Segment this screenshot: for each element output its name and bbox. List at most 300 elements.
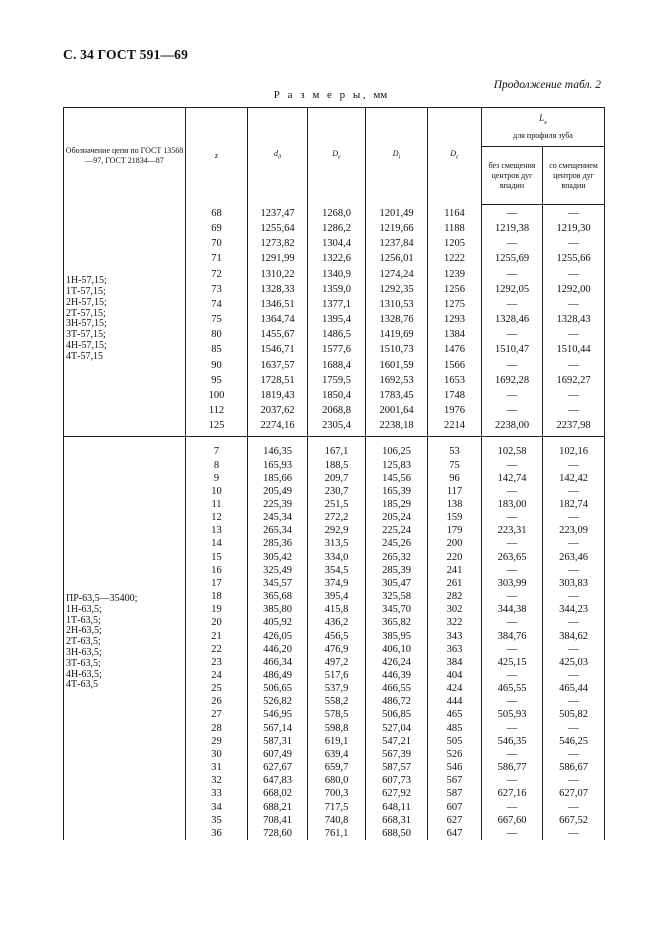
cell-lx-no-shift: — (482, 748, 543, 761)
cell-de: 517,6 (308, 669, 366, 682)
cell-di: 106,25 (366, 443, 428, 458)
cell-dc: 1239 (428, 266, 482, 281)
cell-dc: 1566 (428, 357, 482, 372)
cell-lx-with-shift: — (543, 643, 605, 656)
cell-dd: 165,93 (248, 459, 308, 472)
designation-line: 2Н-63,5; (66, 625, 102, 637)
header-z (186, 108, 248, 205)
cell-dd: 305,42 (248, 551, 308, 564)
cell-z: 112 (186, 402, 248, 417)
header-designation: Обозначение цепи по ГОСТ 13568—97, ГОСТ 21834—87 (64, 108, 186, 205)
cell-z: 21 (186, 630, 248, 643)
cell-de: 436,2 (308, 616, 366, 629)
designation-line: 2Т-57,15; (66, 307, 106, 319)
cell-z: 73 (186, 281, 248, 296)
cell-dc: 1275 (428, 296, 482, 311)
cell-di: 205,24 (366, 511, 428, 524)
cell-dc: 75 (428, 459, 482, 472)
cell-de: 209,7 (308, 472, 366, 485)
cell-lx-no-shift: — (482, 387, 543, 402)
cell-dd: 1546,71 (248, 341, 308, 356)
cell-de: 619,1 (308, 735, 366, 748)
cell-di: 185,29 (366, 498, 428, 511)
cell-z: 12 (186, 511, 248, 524)
cell-di: 2001,64 (366, 402, 428, 417)
header-di-sub: i (398, 155, 401, 162)
cell-dc: 1256 (428, 281, 482, 296)
cell-lx-with-shift: 1219,30 (543, 220, 605, 235)
table-header (64, 108, 605, 205)
cell-z: 74 (186, 296, 248, 311)
cell-lx-with-shift: — (543, 722, 605, 735)
cell-de: 700,3 (308, 787, 366, 800)
designation-line: 1Н-57,15; (66, 275, 107, 287)
cell-lx-no-shift: 1219,38 (482, 220, 543, 235)
cell-z: 17 (186, 577, 248, 590)
chain-group-57 (64, 205, 605, 437)
cell-lx-with-shift: — (543, 511, 605, 524)
cell-di: 1310,53 (366, 296, 428, 311)
cell-z: 31 (186, 761, 248, 774)
cell-z: 13 (186, 524, 248, 537)
cell-dc: 567 (428, 774, 482, 787)
cell-dd: 1637,57 (248, 357, 308, 372)
cell-dc: 1748 (428, 387, 482, 402)
cell-dd: 285,36 (248, 537, 308, 550)
cell-dd: 506,65 (248, 682, 308, 695)
cell-dd: 587,31 (248, 735, 308, 748)
cell-lx-no-shift: — (482, 774, 543, 787)
cell-dd: 426,05 (248, 630, 308, 643)
cell-z: 35 (186, 814, 248, 827)
cell-z: 70 (186, 235, 248, 250)
cell-lx-with-shift: 182,74 (543, 498, 605, 511)
cell-dd: 688,21 (248, 801, 308, 814)
cell-di: 1274,24 (366, 266, 428, 281)
table-row (64, 443, 605, 458)
cell-dc: 404 (428, 669, 482, 682)
cell-z: 14 (186, 537, 248, 550)
header-lx-symbol (482, 113, 604, 128)
cell-lx-no-shift: 303,99 (482, 577, 543, 590)
designation-line: 4Т-63,5 (66, 679, 98, 691)
cell-de: 167,1 (308, 443, 366, 458)
cell-lx-with-shift: — (543, 235, 605, 250)
cell-z: 125 (186, 417, 248, 432)
header-de (308, 108, 366, 205)
header-dc-sub: с (456, 155, 459, 162)
cell-dc: 1164 (428, 205, 482, 221)
cell-lx-with-shift: 627,07 (543, 787, 605, 800)
cell-dc: 465 (428, 708, 482, 721)
designation-line: 4Н-63,5; (66, 668, 102, 680)
cell-lx-with-shift: 1328,43 (543, 311, 605, 326)
cell-de: 354,5 (308, 564, 366, 577)
cell-de: 1486,5 (308, 326, 366, 341)
cell-lx-no-shift: — (482, 590, 543, 603)
cell-lx-no-shift: 1692,28 (482, 372, 543, 387)
cell-lx-no-shift: — (482, 616, 543, 629)
designation-line: 3Н-63,5; (66, 647, 102, 659)
cell-lx-no-shift: 223,31 (482, 524, 543, 537)
cell-dd: 265,34 (248, 524, 308, 537)
cell-dd: 668,02 (248, 787, 308, 800)
cell-lx-with-shift: — (543, 590, 605, 603)
cell-dd: 2037,62 (248, 402, 308, 417)
cell-di: 627,92 (366, 787, 428, 800)
cell-dc: 485 (428, 722, 482, 735)
cell-lx-no-shift: 2238,00 (482, 417, 543, 432)
cell-z: 24 (186, 669, 248, 682)
cell-z: 95 (186, 372, 248, 387)
cell-lx-no-shift: 142,74 (482, 472, 543, 485)
cell-lx-no-shift: — (482, 827, 543, 840)
cell-z: 23 (186, 656, 248, 669)
dimensions-unit: мм (373, 89, 388, 101)
cell-lx-with-shift: 1292,00 (543, 281, 605, 296)
cell-lx-with-shift: — (543, 296, 605, 311)
cell-dd: 1291,99 (248, 250, 308, 265)
cell-z: 72 (186, 266, 248, 281)
cell-lx-no-shift: 505,93 (482, 708, 543, 721)
cell-dc: 1476 (428, 341, 482, 356)
cell-di: 486,72 (366, 695, 428, 708)
cell-dc: 1653 (428, 372, 482, 387)
cell-di: 1692,53 (366, 372, 428, 387)
cell-lx-no-shift: — (482, 801, 543, 814)
cell-dc: 138 (428, 498, 482, 511)
cell-dc: 117 (428, 485, 482, 498)
cell-dd: 1455,67 (248, 326, 308, 341)
cell-lx-no-shift: — (482, 402, 543, 417)
header-de-sub: е (338, 155, 341, 162)
cell-dd: 405,92 (248, 616, 308, 629)
cell-de: 1286,2 (308, 220, 366, 235)
cell-z: 36 (186, 827, 248, 840)
cell-lx-with-shift: — (543, 564, 605, 577)
cell-dc: 179 (428, 524, 482, 537)
cell-z: 20 (186, 616, 248, 629)
cell-lx-no-shift: — (482, 537, 543, 550)
header-z-label: z (214, 151, 219, 161)
cell-dd: 567,14 (248, 722, 308, 735)
cell-dc: 2214 (428, 417, 482, 432)
chain-designation (64, 443, 186, 840)
cell-lx-no-shift: — (482, 296, 543, 311)
cell-de: 1577,6 (308, 341, 366, 356)
cell-z: 26 (186, 695, 248, 708)
cell-lx-no-shift: — (482, 564, 543, 577)
header-dd (248, 108, 308, 205)
cell-dc: 424 (428, 682, 482, 695)
cell-di: 1219,66 (366, 220, 428, 235)
header-de-label: D (332, 149, 339, 159)
cell-dc: 587 (428, 787, 482, 800)
cell-di: 365,82 (366, 616, 428, 629)
cell-dc: 302 (428, 603, 482, 616)
cell-dc: 200 (428, 537, 482, 550)
cell-di: 567,39 (366, 748, 428, 761)
header-dd-label: d (273, 149, 278, 159)
cell-lx-with-shift: — (543, 669, 605, 682)
cell-lx-no-shift: — (482, 326, 543, 341)
cell-lx-with-shift: — (543, 695, 605, 708)
cell-de: 251,5 (308, 498, 366, 511)
cell-lx-with-shift: 1255,66 (543, 250, 605, 265)
cell-di: 1201,49 (366, 205, 428, 221)
cell-lx-no-shift: 1292,05 (482, 281, 543, 296)
designation-line: 4Н-57,15; (66, 340, 107, 352)
cell-de: 537,9 (308, 682, 366, 695)
cell-de: 558,2 (308, 695, 366, 708)
header-dd-sub: д (277, 155, 282, 162)
cell-dc: 444 (428, 695, 482, 708)
cell-dc: 627 (428, 814, 482, 827)
cell-dd: 365,68 (248, 590, 308, 603)
cell-di: 305,47 (366, 577, 428, 590)
cell-de: 1359,0 (308, 281, 366, 296)
cell-lx-with-shift: 586,67 (543, 761, 605, 774)
cell-dd: 1273,82 (248, 235, 308, 250)
cell-dd: 225,39 (248, 498, 308, 511)
cell-dd: 728,60 (248, 827, 308, 840)
cell-dd: 185,66 (248, 472, 308, 485)
cell-lx-with-shift: 667,52 (543, 814, 605, 827)
cell-lx-with-shift: 1510,44 (543, 341, 605, 356)
cell-dd: 345,57 (248, 577, 308, 590)
cell-dd: 385,80 (248, 603, 308, 616)
cell-de: 578,5 (308, 708, 366, 721)
cell-de: 1268,0 (308, 205, 366, 221)
cell-lx-with-shift: — (543, 485, 605, 498)
cell-z: 9 (186, 472, 248, 485)
cell-lx-no-shift: — (482, 695, 543, 708)
cell-lx-with-shift: 546,25 (543, 735, 605, 748)
cell-dd: 1346,51 (248, 296, 308, 311)
cell-lx-with-shift: 384,62 (543, 630, 605, 643)
cell-lx-no-shift: 465,55 (482, 682, 543, 695)
cell-z: 71 (186, 250, 248, 265)
cell-z: 32 (186, 774, 248, 787)
page-header: С. 34 ГОСТ 591—69 (63, 47, 189, 62)
cell-lx-with-shift: — (543, 266, 605, 281)
cell-di: 607,73 (366, 774, 428, 787)
cell-di: 1292,35 (366, 281, 428, 296)
designation-line: 4Т-57,15 (66, 350, 103, 362)
cell-de: 717,5 (308, 801, 366, 814)
cell-z: 75 (186, 311, 248, 326)
cell-di: 446,39 (366, 669, 428, 682)
cell-dd: 526,82 (248, 695, 308, 708)
cell-di: 385,95 (366, 630, 428, 643)
cell-lx-no-shift: 102,58 (482, 443, 543, 458)
cell-lx-no-shift: — (482, 669, 543, 682)
cell-de: 1322,6 (308, 250, 366, 265)
cell-di: 165,39 (366, 485, 428, 498)
cell-di: 426,24 (366, 656, 428, 669)
cell-dc: 241 (428, 564, 482, 577)
cell-lx-no-shift: 586,77 (482, 761, 543, 774)
header-with-shift: со смещением центров дуг впадин (543, 147, 605, 205)
cell-dd: 1310,22 (248, 266, 308, 281)
cell-di: 1783,45 (366, 387, 428, 402)
cell-dd: 1328,33 (248, 281, 308, 296)
designation-line: 2Т-63,5; (66, 636, 101, 648)
cell-de: 1850,4 (308, 387, 366, 402)
cell-di: 1237,84 (366, 235, 428, 250)
cell-lx-no-shift: — (482, 459, 543, 472)
cell-de: 395,4 (308, 590, 366, 603)
cell-dc: 1384 (428, 326, 482, 341)
designation-line: 3Т-63,5; (66, 657, 101, 669)
designation-line: 1Н-63,5; (66, 603, 102, 615)
cell-di: 1510,73 (366, 341, 428, 356)
cell-di: 1328,76 (366, 311, 428, 326)
header-di-label: D (392, 149, 399, 159)
cell-z: 33 (186, 787, 248, 800)
cell-dd: 1237,47 (248, 205, 308, 221)
cell-dd: 1364,74 (248, 311, 308, 326)
cell-di: 285,39 (366, 564, 428, 577)
cell-lx-with-shift: 425,03 (543, 656, 605, 669)
cell-lx-with-shift: 2237,98 (543, 417, 605, 432)
designation-line: 3Т-57,15; (66, 329, 106, 341)
chain-group-63 (64, 437, 605, 840)
cell-de: 292,9 (308, 524, 366, 537)
cell-lx-no-shift: 183,00 (482, 498, 543, 511)
cell-z: 10 (186, 485, 248, 498)
cell-dc: 647 (428, 827, 482, 840)
cell-de: 639,4 (308, 748, 366, 761)
cell-lx-with-shift: — (543, 326, 605, 341)
cell-di: 527,04 (366, 722, 428, 735)
cell-z: 29 (186, 735, 248, 748)
cell-lx-no-shift: 384,76 (482, 630, 543, 643)
cell-z: 18 (186, 590, 248, 603)
cell-de: 1304,4 (308, 235, 366, 250)
cell-dc: 220 (428, 551, 482, 564)
cell-dc: 1293 (428, 311, 482, 326)
cell-de: 272,2 (308, 511, 366, 524)
cell-z: 25 (186, 682, 248, 695)
cell-de: 415,8 (308, 603, 366, 616)
cell-lx-no-shift: — (482, 266, 543, 281)
cell-dc: 607 (428, 801, 482, 814)
cell-lx-with-shift: — (543, 402, 605, 417)
cell-z: 34 (186, 801, 248, 814)
cell-dc: 384 (428, 656, 482, 669)
cell-lx-no-shift: — (482, 485, 543, 498)
cell-lx-no-shift: 1510,47 (482, 341, 543, 356)
cell-de: 1395,4 (308, 311, 366, 326)
cell-dd: 1728,51 (248, 372, 308, 387)
header-di (366, 108, 428, 205)
cell-lx-with-shift: — (543, 748, 605, 761)
dimensions-label: Р а з м е р ы, (273, 89, 369, 101)
cell-di: 668,31 (366, 814, 428, 827)
cell-lx-with-shift: — (543, 387, 605, 402)
cell-dc: 526 (428, 748, 482, 761)
cell-di: 1419,69 (366, 326, 428, 341)
cell-de: 476,9 (308, 643, 366, 656)
cell-dc: 159 (428, 511, 482, 524)
cell-dd: 708,41 (248, 814, 308, 827)
cell-lx-no-shift: — (482, 205, 543, 221)
cell-de: 334,0 (308, 551, 366, 564)
cell-dd: 205,49 (248, 485, 308, 498)
cell-dc: 322 (428, 616, 482, 629)
cell-di: 547,21 (366, 735, 428, 748)
cell-z: 85 (186, 341, 248, 356)
cell-de: 2305,4 (308, 417, 366, 432)
cell-dd: 446,20 (248, 643, 308, 656)
header-dc-label: D (450, 149, 457, 159)
cell-lx-no-shift: 1255,69 (482, 250, 543, 265)
designation-line: 2Н-57,15; (66, 296, 107, 308)
cell-lx-no-shift: 667,60 (482, 814, 543, 827)
cell-de: 1759,5 (308, 372, 366, 387)
designation-line: ПР-63,5—35400; (66, 593, 138, 605)
cell-de: 497,2 (308, 656, 366, 669)
cell-de: 230,7 (308, 485, 366, 498)
cell-lx-no-shift: 263,65 (482, 551, 543, 564)
designation-line: 1Т-63,5; (66, 614, 101, 626)
cell-z: 30 (186, 748, 248, 761)
cell-lx-with-shift: 303,83 (543, 577, 605, 590)
header-no-shift: без смещения центров дуг впадин (482, 147, 543, 205)
designation-line: 1Т-57,15; (66, 286, 106, 298)
cell-dc: 1205 (428, 235, 482, 250)
cell-dc: 1222 (428, 250, 482, 265)
cell-z: 19 (186, 603, 248, 616)
cell-de: 456,5 (308, 630, 366, 643)
cell-z: 22 (186, 643, 248, 656)
cell-dd: 146,35 (248, 443, 308, 458)
cell-dd: 546,95 (248, 708, 308, 721)
cell-z: 27 (186, 708, 248, 721)
cell-lx-with-shift: — (543, 616, 605, 629)
cell-dd: 466,34 (248, 656, 308, 669)
cell-dc: 1976 (428, 402, 482, 417)
cell-dd: 1255,64 (248, 220, 308, 235)
cell-de: 761,1 (308, 827, 366, 840)
header-lx-note: для профиля зуба (513, 130, 573, 140)
cell-z: 16 (186, 564, 248, 577)
cell-di: 688,50 (366, 827, 428, 840)
cell-di: 587,57 (366, 761, 428, 774)
cell-dc: 363 (428, 643, 482, 656)
cell-lx-no-shift: 546,35 (482, 735, 543, 748)
dimensions-caption (0, 89, 661, 101)
cell-di: 1256,01 (366, 250, 428, 265)
designation-line: 3Н-57,15; (66, 318, 107, 330)
cell-dd: 325,49 (248, 564, 308, 577)
cell-di: 145,56 (366, 472, 428, 485)
cell-di: 345,70 (366, 603, 428, 616)
cell-lx-no-shift: 425,15 (482, 656, 543, 669)
cell-lx-no-shift: — (482, 643, 543, 656)
cell-dc: 343 (428, 630, 482, 643)
cell-de: 1688,4 (308, 357, 366, 372)
cell-z: 8 (186, 459, 248, 472)
cell-lx-with-shift: — (543, 537, 605, 550)
cell-di: 245,26 (366, 537, 428, 550)
cell-dc: 282 (428, 590, 482, 603)
cell-de: 313,5 (308, 537, 366, 550)
cell-dd: 647,83 (248, 774, 308, 787)
cell-lx-with-shift: 1692,27 (543, 372, 605, 387)
cell-di: 406,10 (366, 643, 428, 656)
